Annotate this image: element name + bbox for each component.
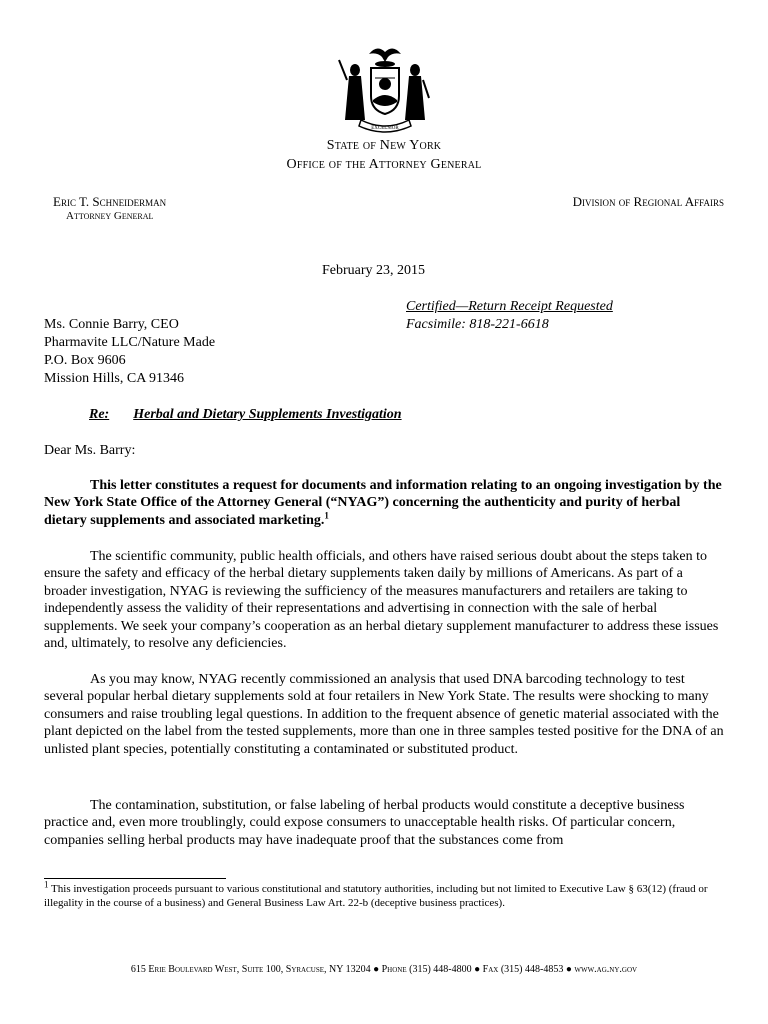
state-seal-graphic [331,40,439,136]
footer-address: 615 Erie Boulevard West, Suite 100, Syracuse, NY 13204 ● Phone (315) 448-4800 ● Fax (315) 448-4853 ● www.ag.ny.gov [130,964,638,975]
paragraph-4: The contamination, substitution, or false labeling of herbal products would constitute a deceptive business practice and, even more troublingly, could expose consumers to unacceptable health risks. Of particular concern, companies selling herbal products may have inadequate proof that the substances come from [44,798,685,848]
paragraph-intro-text: This letter constitutes a request for documents and information relating to an ongoing investigation by the New York State Office of the Attorney General (“NYAG”) concerning the authenticity and purity of herbal dietary supplements and associated marketing. [44,478,722,528]
letter-date: February 23, 2015 [322,263,426,278]
delivery-method: Certified—Return Receipt Requested [406,299,613,314]
delivery-fax: Facsimile: 818-221-6618 [406,317,549,332]
recipient-line: Mission Hills, CA 91346 [44,371,185,386]
office-title: Office of the Attorney General [286,157,482,172]
recipient-line: Ms. Connie Barry, CEO [44,317,179,332]
svg-text:EXCELSIOR: EXCELSIOR [371,126,399,131]
recipient-address [44,316,215,388]
paragraph-intro [44,477,724,529]
footnote-ref: 1 [324,510,329,521]
re-line [89,406,402,424]
division-name: Division of Regional Affairs [572,194,724,209]
salutation: Dear Ms. Barry: [44,443,136,458]
re-subject: Herbal and Dietary Supplements Investigation [133,407,402,422]
ag-title: Attorney General [66,210,154,222]
footnote-text: This investigation proceeds pursuant to various constitutional and statutory authorities, including but not limited to Executive Law § 63(12) (fraud or illegality in the course of a business) and General Business Law Art. 22-b (deceptive business practices). [44,883,708,909]
state-title: State of New York [326,138,442,153]
recipient-line: Pharmavite LLC/Nature Made [44,335,216,350]
state-seal [331,40,439,136]
delivery-block [406,298,613,334]
re-label: Re: [89,407,110,422]
recipient-line: P.O. Box 9606 [44,353,126,368]
footnote [44,879,734,910]
footnote-number: 1 [44,879,49,890]
paragraph-2: The scientific community, public health officials, and others have raised serious doubt about the steps taken to ensure the safety and efficacy of the herbal dietary supplements taken daily by millions of Americans. As part of a broader investigation, NYAG is reviewing the sufficiency of the measures manufacturers and retailers are taking to independently assess the validity of their representations and advertising in connection with the sale of herbal supplements. We seek your company’s cooperation as an herbal dietary supplement manufacturer to address these issues and, ultimately, to resolve any deficiencies. [44,549,719,652]
ag-name: Eric T. Schneiderman [53,194,167,209]
footnote-divider [44,878,226,879]
paragraph-3: As you may know, NYAG recently commissioned an analysis that used DNA barcoding technology to test several popular herbal dietary supplements sold at four retailers in New York State. The results were shocking to many consumers and raise troubling legal questions. In addition to the frequent absence of genetic material associated with the plant depicted on the label from the tested supplements, more than one in three samples tested positive for the DNA of an unlisted plant species, potentially constituting a contaminated or substituted product. [44,672,724,757]
